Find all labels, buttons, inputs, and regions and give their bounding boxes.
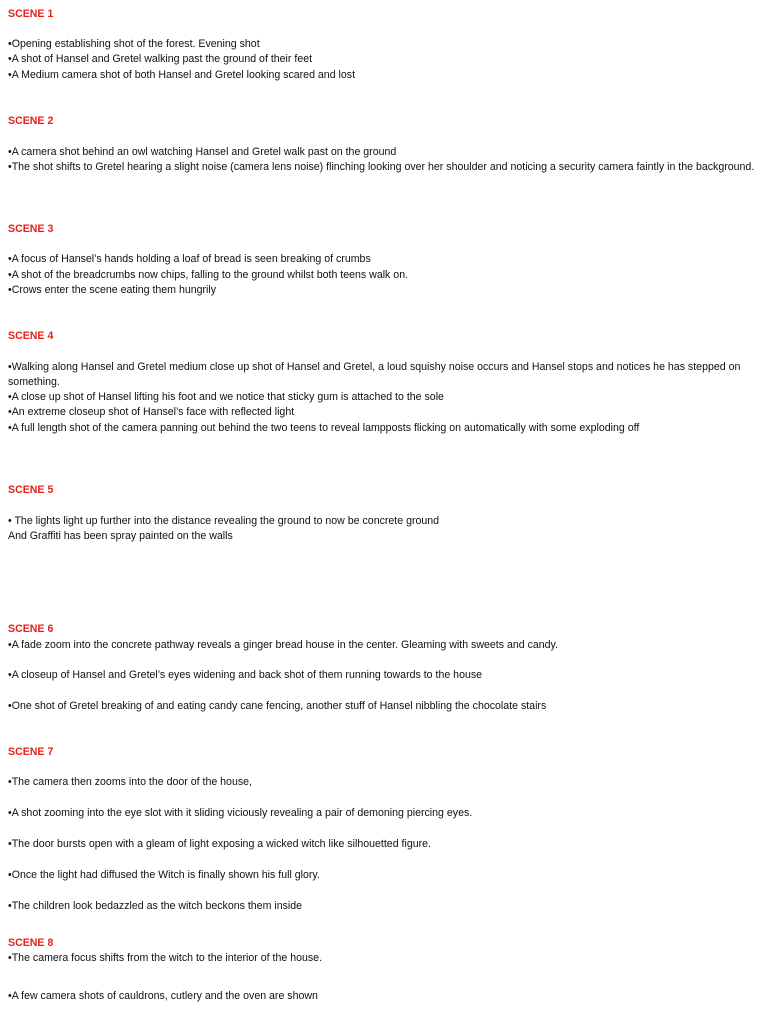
scene-line: •Walking along Hansel and Gretel medium close up shot of Hansel and Gretel, a loud squishy noise occurs and Hansel stops and notices he has stepped on something. [8,361,741,388]
scene-heading: SCENE 6 [8,623,54,635]
scene-line: •Once the light had diffused the Witch is finally shown his full glory. [8,869,320,881]
scene-line: •A Medium camera shot of both Hansel and Gretel looking scared and lost [8,69,356,81]
scene-heading: SCENE 4 [8,330,54,342]
scene-line: •One shot of Gretel breaking of and eating candy cane fencing, another stuff of Hansel nibbling the chocolate stairs [8,700,547,712]
scene-line: •A shot of the breadcrumbs now chips, falling to the ground whilst both teens walk on. [8,269,409,281]
scene-line: And Graffiti has been spray painted on the walls [8,530,233,542]
scene-line: •The children look bedazzled as the witch beckons them inside [8,900,303,912]
scene-heading: SCENE 8 [8,937,54,949]
scene-heading: SCENE 2 [8,115,54,127]
scene-line: •The shot shifts to Gretel hearing a slight noise (camera lens noise) flinching looking over her shoulder and noticing a security camera faintly in the background. [8,161,755,173]
scene-line: •A full length shot of the camera panning out behind the two teens to reveal lampposts flicking on automatically with some exploding off [8,422,640,434]
scene-line: •The camera then zooms into the door of the house, [8,776,252,788]
scene-line: •A focus of Hansel’s hands holding a loaf of bread is seen breaking of crumbs [8,253,371,265]
scene-line: •A closeup of Hansel and Gretel’s eyes widening and back shot of them running towards to the house [8,669,483,681]
scene-line: •An extreme closeup shot of Hansel’s face with reflected light [8,406,295,418]
scene-heading: SCENE 7 [8,746,54,758]
scene-heading: SCENE 3 [8,223,54,235]
scene-line: •Crows enter the scene eating them hungrily [8,284,217,296]
scene-line: •A camera shot behind an owl watching Hansel and Gretel walk past on the ground [8,146,397,158]
scene-line: •A fade zoom into the concrete pathway reveals a ginger bread house in the center. Gleaming with sweets and candy. [8,639,559,651]
scene-line: •A few camera shots of cauldrons, cutlery and the oven are shown [8,990,318,1002]
scene-heading: SCENE 1 [8,8,54,20]
scene-heading: SCENE 5 [8,484,54,496]
scene-line: •The door bursts open with a gleam of light exposing a wicked witch like silhouetted figure. [8,838,431,850]
scene-line: •A shot zooming into the eye slot with it sliding viciously revealing a pair of demoning piercing eyes. [8,807,473,819]
scene-line: •A shot of Hansel and Gretel walking past the ground of their feet [8,53,313,65]
scene-line: •Opening establishing shot of the forest. Evening shot [8,38,260,50]
scene-line: • The lights light up further into the distance revealing the ground to now be concrete ground [8,515,440,527]
scene-line: •The camera focus shifts from the witch to the interior of the house. [8,952,323,964]
scene-line: •A close up shot of Hansel lifting his foot and we notice that sticky gum is attached to the sole [8,391,444,403]
